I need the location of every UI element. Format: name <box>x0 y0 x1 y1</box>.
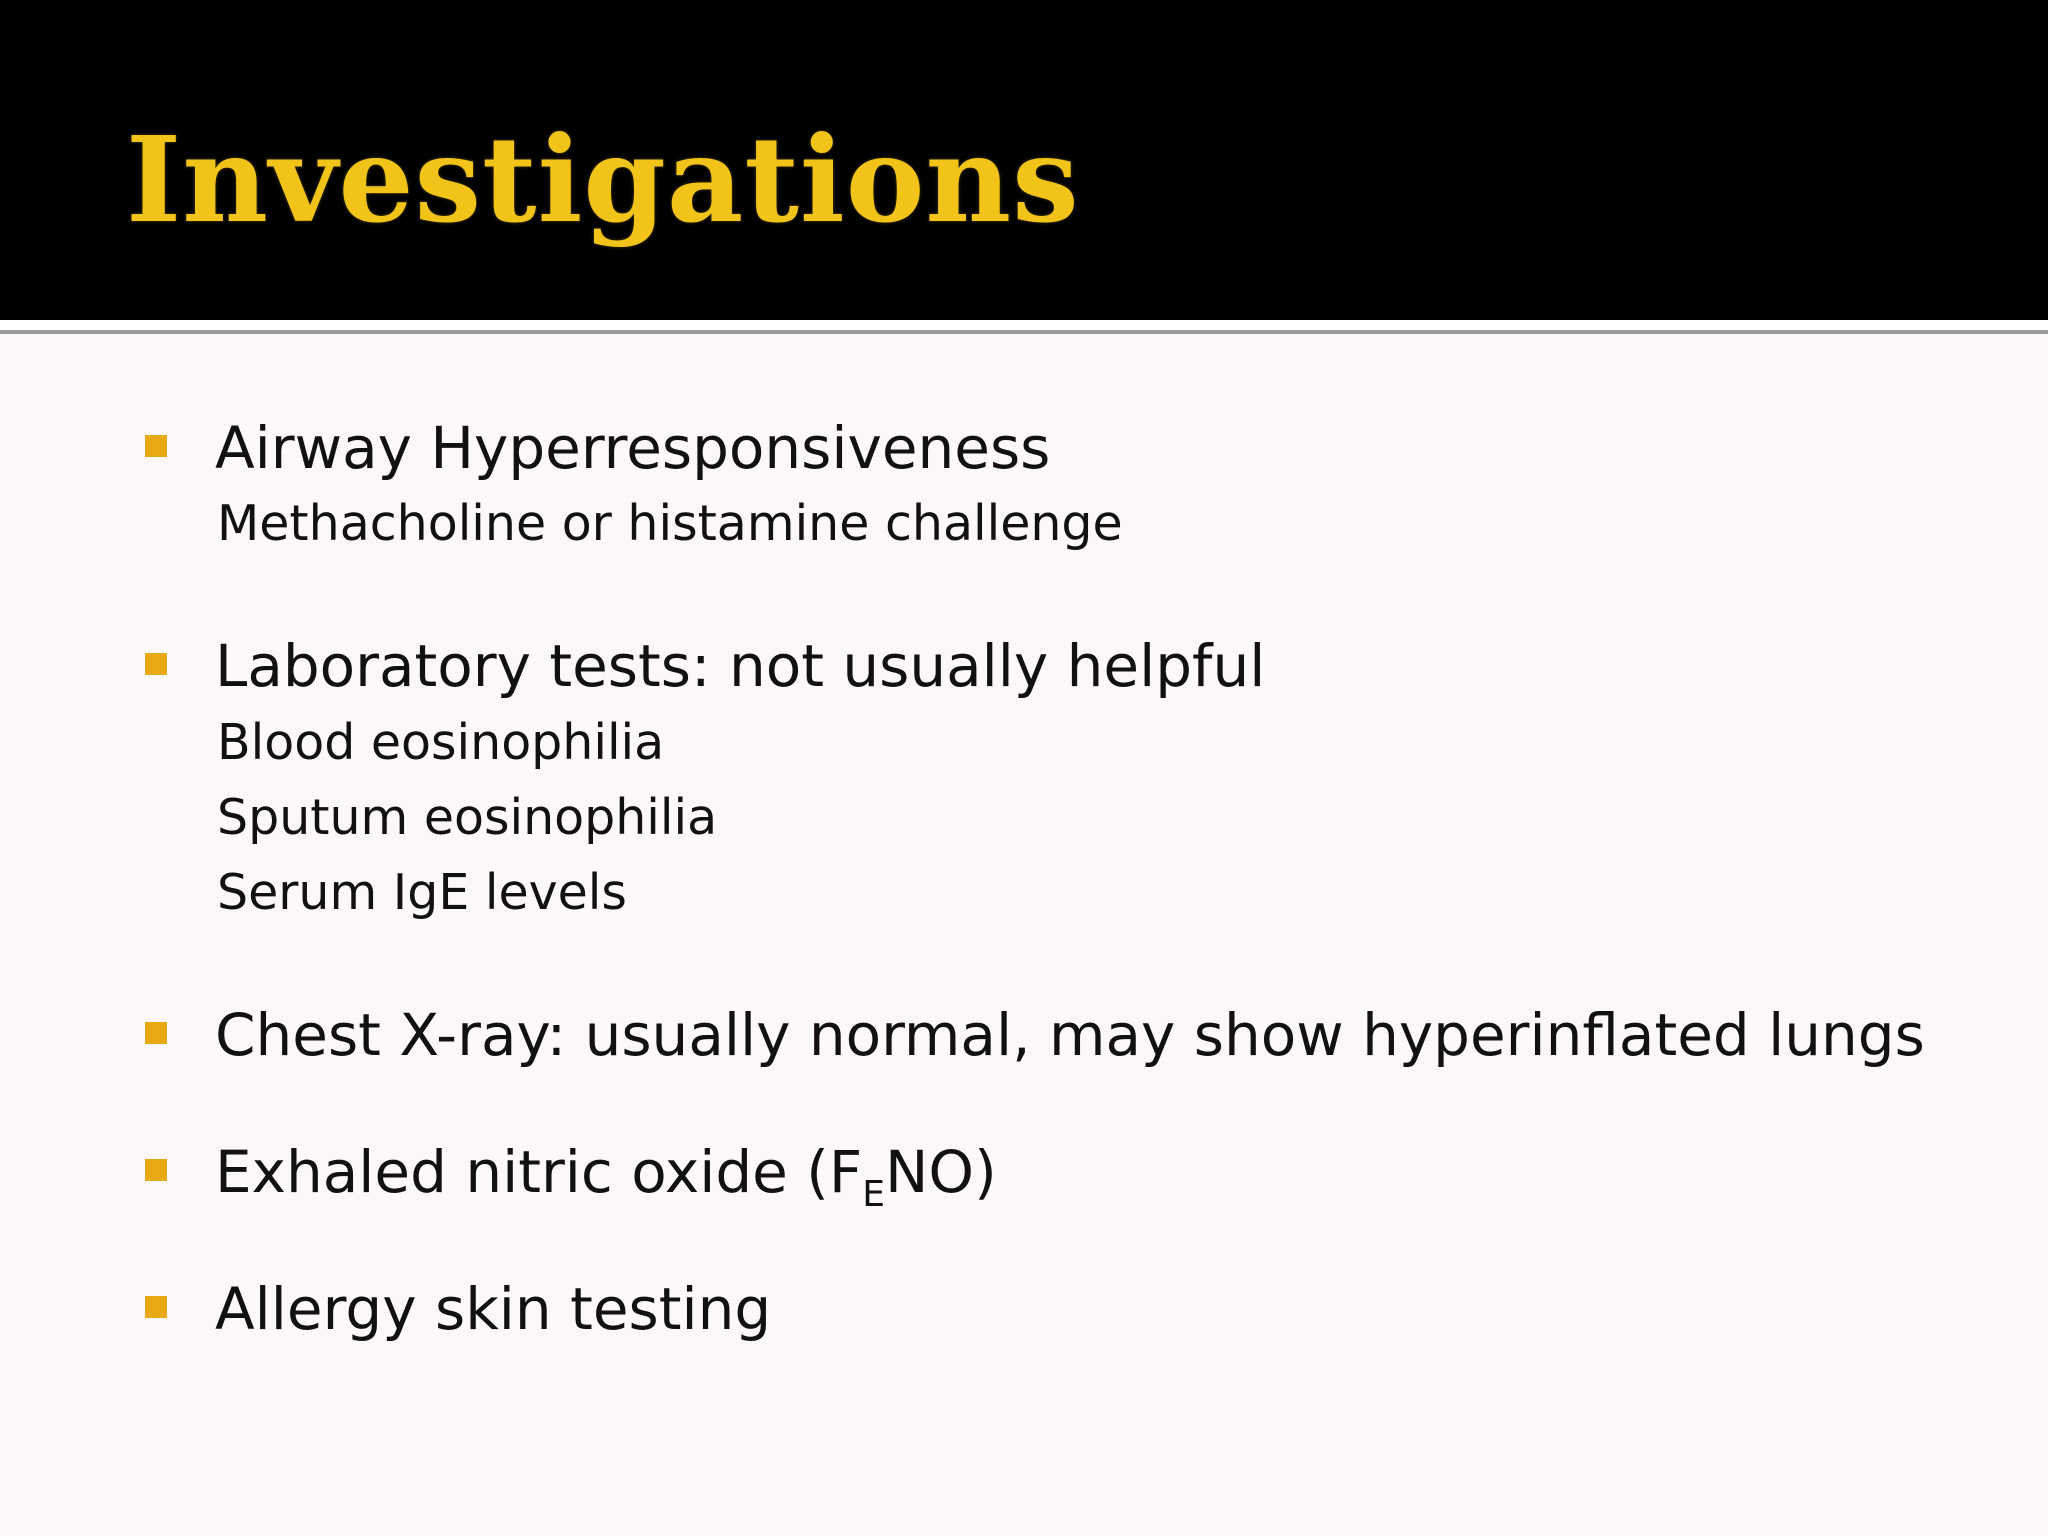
bullet-text: Allergy skin testing <box>215 1275 772 1343</box>
bullet-text-part: NO) <box>885 1138 997 1206</box>
bullet-text: Airway Hyperresponsiveness <box>215 414 1051 482</box>
bullet-marker-icon <box>145 435 167 457</box>
bullet-text: Laboratory tests: not usually helpful <box>215 632 1266 700</box>
sub-item: Blood eosinophilia <box>217 714 665 771</box>
bullet-marker-icon <box>145 1296 167 1318</box>
sub-item: Methacholine or histamine challenge <box>217 495 1123 552</box>
slide-title: Investigations <box>126 110 1080 249</box>
bullet-marker-icon <box>145 1022 167 1044</box>
bullet-marker-icon <box>145 653 167 675</box>
bullet-marker-icon <box>145 1159 167 1181</box>
subscript-text: E <box>862 1174 886 1215</box>
sub-item: Sputum eosinophilia <box>217 789 718 846</box>
sub-item: Serum IgE levels <box>217 864 627 921</box>
bullet-text-part: Exhaled nitric oxide (F <box>215 1138 863 1206</box>
bullet-text: Chest X-ray: usually normal, may show hyperinflated lungs <box>215 1001 1925 1069</box>
bullet-text <box>215 1137 997 1215</box>
